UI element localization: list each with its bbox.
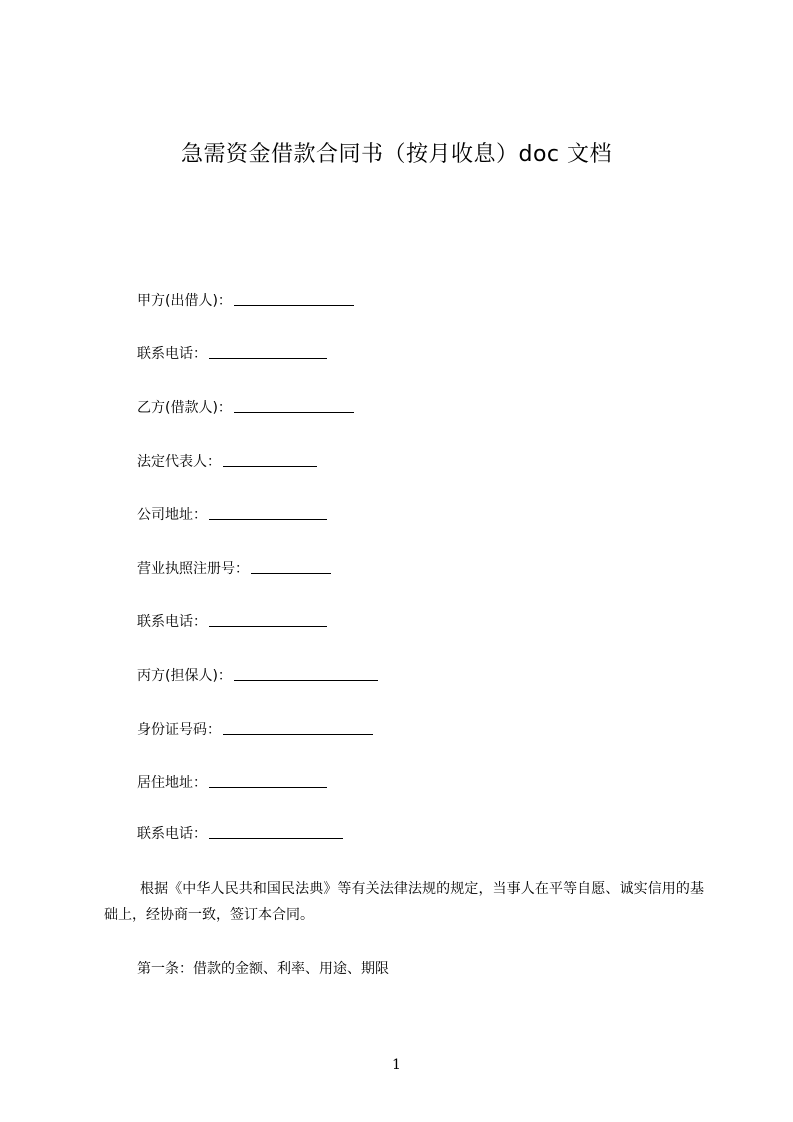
field-label: 居住地址： [137,775,207,791]
field-lender-phone [137,343,327,365]
blank-line [209,824,343,839]
clause-1-heading: 第一条：借款的金额、利率、用途、期限 [137,961,389,977]
field-guarantor-phone [137,823,343,845]
field-label: 法定代表人： [137,454,221,470]
blank-line [223,452,317,467]
field-label: 甲方(出借人)： [137,293,232,309]
field-business-license [137,558,331,580]
blank-line [234,666,378,681]
field-label: 乙方(借款人)： [137,400,232,416]
blank-line [234,291,354,306]
page-number: 1 [392,1057,401,1073]
field-guarantor [137,665,378,687]
blank-line [209,773,327,788]
blank-line [209,612,327,627]
field-label: 营业执照注册号： [137,561,249,577]
field-lender [137,290,354,312]
blank-line [251,559,331,574]
field-borrower-phone [137,611,327,633]
field-label: 联系电话： [137,614,207,630]
field-id-number [137,719,373,741]
field-label: 丙方(担保人)： [137,668,232,684]
field-legal-representative [137,451,317,473]
document-title: 急需资金借款合同书（按月收息）doc 文档 [180,142,612,167]
blank-line [209,505,327,520]
field-label: 身份证号码： [137,722,221,738]
blank-line [234,398,354,413]
field-label: 联系电话： [137,346,207,362]
field-borrower [137,397,354,419]
blank-line [209,344,327,359]
blank-line [223,720,373,735]
field-residential-address [137,772,327,794]
field-label: 联系电话： [137,826,207,842]
intro-paragraph: 根据《中华人民共和国民法典》等有关法律法规的规定，当事人在平等自愿、诚实信用的基础上，经协商一致，签订本合同。 [104,881,704,923]
field-company-address [137,504,327,526]
field-label: 公司地址： [137,507,207,523]
